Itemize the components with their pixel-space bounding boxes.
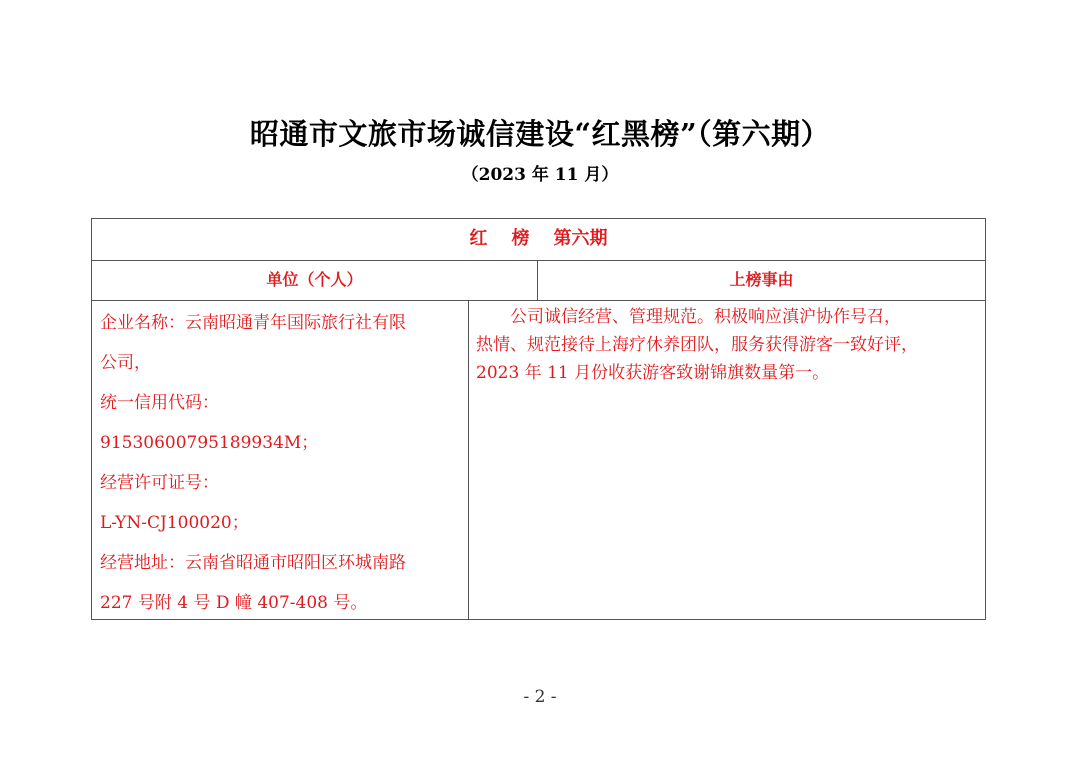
table-header-row bbox=[92, 261, 985, 301]
document-date: （2023 年 11 月） bbox=[461, 165, 619, 185]
reason-line-1: 公司诚信经营、管理规范。积极响应滇沪协作号召， bbox=[476, 307, 901, 327]
license-label: 经营许可证号： bbox=[100, 473, 219, 493]
table-row bbox=[92, 301, 985, 619]
company-name-line-2: 公司， bbox=[100, 353, 151, 373]
banner-red: 红 bbox=[469, 228, 488, 249]
address-line-2: 227 号附 4 号 D 幢 407-408 号。 bbox=[100, 593, 368, 613]
reason-line-2: 热情、规范接待上海疗休养团队，服务获得游客一致好评， bbox=[476, 335, 918, 355]
license-value: L-YN-CJ100020； bbox=[100, 513, 249, 533]
banner-issue: 第六期 bbox=[553, 228, 608, 249]
reason-line-3: 2023 年 11 月份收获游客致谢锦旗数量第一。 bbox=[476, 363, 830, 383]
credit-code-label: 统一信用代码： bbox=[100, 393, 219, 413]
credit-code-value: 91530600795189934M； bbox=[100, 433, 319, 453]
document-title: 昭通市文旅市场诚信建设“红黑榜”（第六期） bbox=[249, 117, 831, 151]
unit-info-cell bbox=[100, 301, 466, 619]
company-name-line-1: 企业名称：云南昭通青年国际旅行社有限 bbox=[100, 313, 406, 333]
red-list-table bbox=[91, 218, 986, 620]
column-header-reason: 上榜事由 bbox=[729, 270, 794, 289]
page-number: - 2 - bbox=[523, 687, 557, 707]
column-header-unit: 单位（个人） bbox=[266, 270, 363, 289]
table-banner bbox=[92, 219, 985, 261]
column-divider bbox=[468, 301, 469, 619]
reason-cell bbox=[476, 301, 979, 387]
banner-list: 榜 bbox=[511, 228, 530, 249]
address-line-1: 经营地址：云南省昭通市昭阳区环城南路 bbox=[100, 553, 406, 573]
